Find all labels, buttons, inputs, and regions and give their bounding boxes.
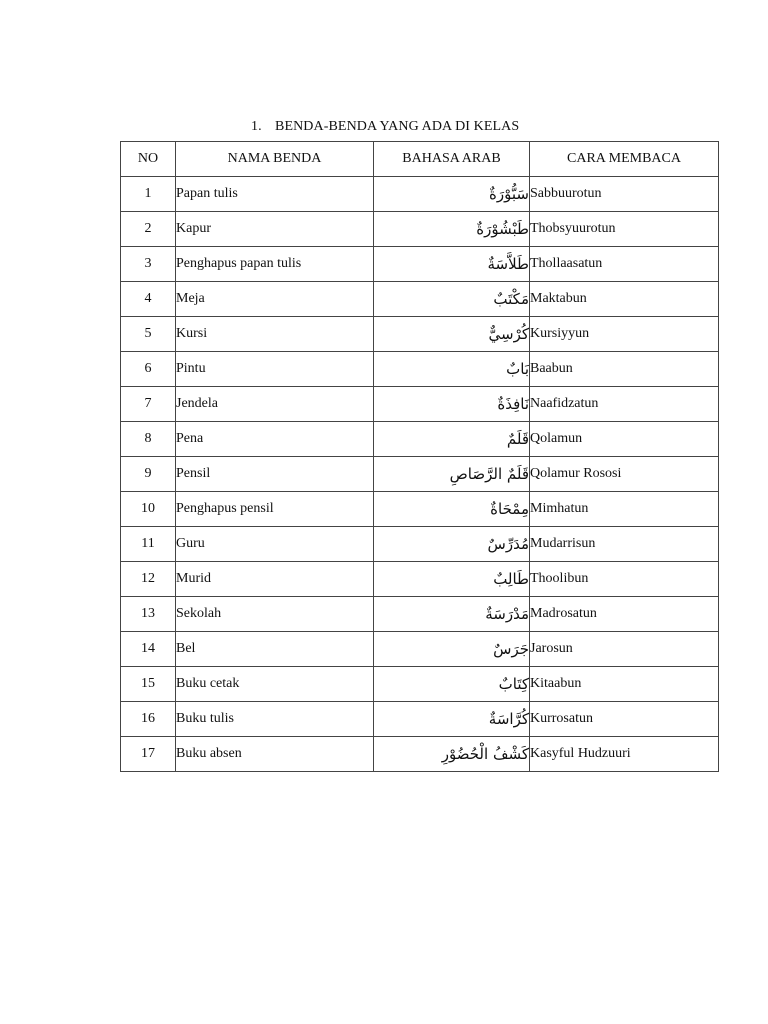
item-name: Kursi — [176, 317, 374, 352]
arabic-word: بَابٌ — [374, 352, 530, 387]
transliteration: Maktabun — [530, 282, 719, 317]
item-name: Bel — [176, 632, 374, 667]
arabic-word: مُدَرِّسٌ — [374, 527, 530, 562]
vocabulary-table — [120, 141, 719, 772]
section-number: 1. — [251, 119, 262, 134]
transliteration: Kurrosatun — [530, 702, 719, 737]
arabic-word: نَافِذَةٌ — [374, 387, 530, 422]
item-name: Buku absen — [176, 737, 374, 772]
table-row — [121, 737, 719, 772]
row-number: 8 — [121, 422, 176, 457]
column-header-bahasa-arab: BAHASA ARAB — [374, 142, 530, 177]
transliteration: Thobsyuurotun — [530, 212, 719, 247]
arabic-word: قَلَمٌ الرَّصَاصِ — [374, 457, 530, 492]
transliteration: Sabbuurotun — [530, 177, 719, 212]
row-number: 14 — [121, 632, 176, 667]
row-number: 7 — [121, 387, 176, 422]
transliteration: Kasyful Hudzuuri — [530, 737, 719, 772]
column-header-no: NO — [121, 142, 176, 177]
transliteration: Jarosun — [530, 632, 719, 667]
transliteration: Baabun — [530, 352, 719, 387]
arabic-word: قَلَمٌ — [374, 422, 530, 457]
arabic-word: كَشْفُ الْحُضُوْرِ — [374, 737, 530, 772]
table-row — [121, 597, 719, 632]
row-number: 3 — [121, 247, 176, 282]
item-name: Pena — [176, 422, 374, 457]
item-name: Penghapus papan tulis — [176, 247, 374, 282]
arabic-word: طَبْشُوْرَةٌ — [374, 212, 530, 247]
table-header-row — [121, 142, 719, 177]
table-row — [121, 632, 719, 667]
table-row — [121, 177, 719, 212]
row-number: 4 — [121, 282, 176, 317]
arabic-word: سَبُّوْرَةٌ — [374, 177, 530, 212]
table-row — [121, 492, 719, 527]
transliteration: Kitaabun — [530, 667, 719, 702]
row-number: 12 — [121, 562, 176, 597]
transliteration: Madrosatun — [530, 597, 719, 632]
row-number: 2 — [121, 212, 176, 247]
transliteration: Thollaasatun — [530, 247, 719, 282]
table-row — [121, 457, 719, 492]
arabic-word: طَالِبٌ — [374, 562, 530, 597]
arabic-word: كُرَّاسَةٌ — [374, 702, 530, 737]
row-number: 6 — [121, 352, 176, 387]
row-number: 11 — [121, 527, 176, 562]
arabic-word: طَلاَّسَةٌ — [374, 247, 530, 282]
item-name: Jendela — [176, 387, 374, 422]
arabic-word: مَدْرَسَةٌ — [374, 597, 530, 632]
item-name: Penghapus pensil — [176, 492, 374, 527]
table-row — [121, 422, 719, 457]
transliteration: Mudarrisun — [530, 527, 719, 562]
row-number: 10 — [121, 492, 176, 527]
table-row — [121, 387, 719, 422]
arabic-word: مِمْحَاةٌ — [374, 492, 530, 527]
section-heading — [251, 119, 519, 135]
column-header-nama-benda: NAMA BENDA — [176, 142, 374, 177]
item-name: Buku tulis — [176, 702, 374, 737]
table-row — [121, 667, 719, 702]
item-name: Guru — [176, 527, 374, 562]
table-row — [121, 562, 719, 597]
table-row — [121, 212, 719, 247]
row-number: 5 — [121, 317, 176, 352]
item-name: Pintu — [176, 352, 374, 387]
arabic-word: كُرْسِيٌّ — [374, 317, 530, 352]
row-number: 16 — [121, 702, 176, 737]
row-number: 13 — [121, 597, 176, 632]
transliteration: Qolamun — [530, 422, 719, 457]
transliteration: Thoolibun — [530, 562, 719, 597]
table-row — [121, 527, 719, 562]
section-title: BENDA-BENDA YANG ADA DI KELAS — [275, 119, 520, 134]
table-row — [121, 282, 719, 317]
transliteration: Naafidzatun — [530, 387, 719, 422]
transliteration: Kursiyyun — [530, 317, 719, 352]
item-name: Kapur — [176, 212, 374, 247]
row-number: 1 — [121, 177, 176, 212]
arabic-word: مَكْتَبٌ — [374, 282, 530, 317]
table-row — [121, 702, 719, 737]
arabic-word: جَرَسٌ — [374, 632, 530, 667]
column-header-cara-membaca: CARA MEMBACA — [530, 142, 719, 177]
item-name: Papan tulis — [176, 177, 374, 212]
row-number: 9 — [121, 457, 176, 492]
table-row — [121, 317, 719, 352]
row-number: 17 — [121, 737, 176, 772]
item-name: Pensil — [176, 457, 374, 492]
item-name: Meja — [176, 282, 374, 317]
table-row — [121, 247, 719, 282]
transliteration: Mimhatun — [530, 492, 719, 527]
row-number: 15 — [121, 667, 176, 702]
item-name: Buku cetak — [176, 667, 374, 702]
item-name: Murid — [176, 562, 374, 597]
item-name: Sekolah — [176, 597, 374, 632]
transliteration: Qolamur Rososi — [530, 457, 719, 492]
table-row — [121, 352, 719, 387]
arabic-word: كِتَابٌ — [374, 667, 530, 702]
